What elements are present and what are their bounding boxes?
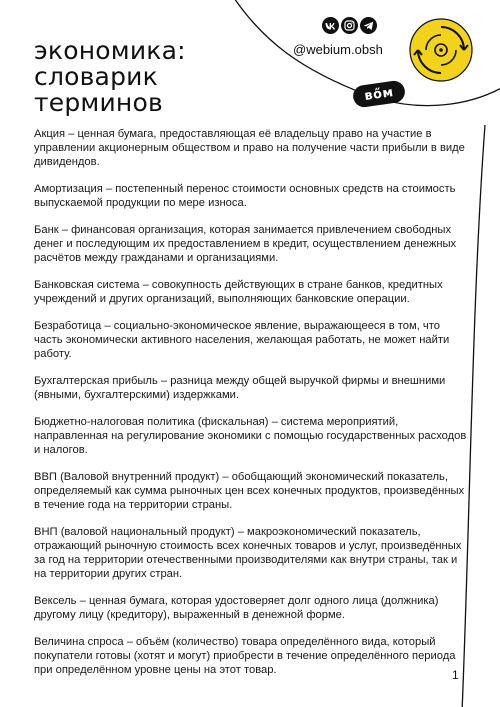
title-line: экономика: xyxy=(34,36,186,65)
term-definition: Вексель – ценная бумага, которая удостоверяет долг одного лица (должника) другому лицу (кредитору), выраженный в денежной форме. xyxy=(34,595,439,621)
instagram-icon[interactable] xyxy=(341,17,358,34)
title-line: терминов xyxy=(34,88,163,117)
page-title xyxy=(34,38,186,116)
circular-arrows-logo-icon xyxy=(409,18,473,82)
term-definition: Банковская система – совокупность действующих в стране банков, кредитных учреждений и других организаций, выполняющих банковские операции. xyxy=(34,279,443,305)
telegram-icon[interactable] xyxy=(360,17,377,34)
terms-list xyxy=(34,127,470,690)
brand-badge: вőм xyxy=(352,79,407,108)
term-definition: ВНП (валовой национальный продукт) – макроэкономический показатель, отражающий рыночную стоимость всех конечных товаров и услуг, произведённых за год на территории отечественными производителями как внутри страны, так и на территории других стран. xyxy=(34,526,462,580)
social-links xyxy=(322,17,377,34)
term-definition: Величина спроса – объём (количество) товара определённого вида, который покупатели готовы (хотят и могут) приобрести в течение определённого периода при определённом уровне цены на этот товар. xyxy=(34,636,456,676)
term-definition: Бюджетно-налоговая политика (фискальная) – система мероприятий, направленная на регулирование экономики с помощью государственных расходов и налогов. xyxy=(34,416,467,456)
term-definition: Амортизация – постепенный перенос стоимости основных средств на стоимость выпускаемой продукции по мере износа. xyxy=(34,183,456,209)
title-line: словарик xyxy=(34,62,158,91)
term-definition: Безработица – социально-экономическое явление, выражающееся в том, что часть экономически активного населения, желающая работать, не может найти работу. xyxy=(34,320,450,360)
vk-icon[interactable] xyxy=(322,17,339,34)
page-number: 1 xyxy=(452,668,459,682)
term-definition: ВВП (Валовой внутренний продукт) – обобщающий экономический показатель, определяемый как сумма рыночных цен всех конечных продуктов, произведённых в течение года на территории страны. xyxy=(34,471,465,511)
social-handle[interactable]: @webium.obsh xyxy=(293,42,383,57)
term-definition: Банк – финансовая организация, которая занимается привлечением свободных денег и последующим их предоставлением в кредит, осуществлением денежных расчётов между гражданами и организациями. xyxy=(34,224,457,264)
term-definition: Акция – ценная бумага, предоставляющая её владельцу право на участие в управлении акционерным обществом и право на получение части прибыли в виде дивидендов. xyxy=(34,128,465,168)
term-definition: Бухгалтерская прибыль – разница между общей выручкой фирмы и внешними (явными, бухгалтерскими) издержками. xyxy=(34,375,446,401)
